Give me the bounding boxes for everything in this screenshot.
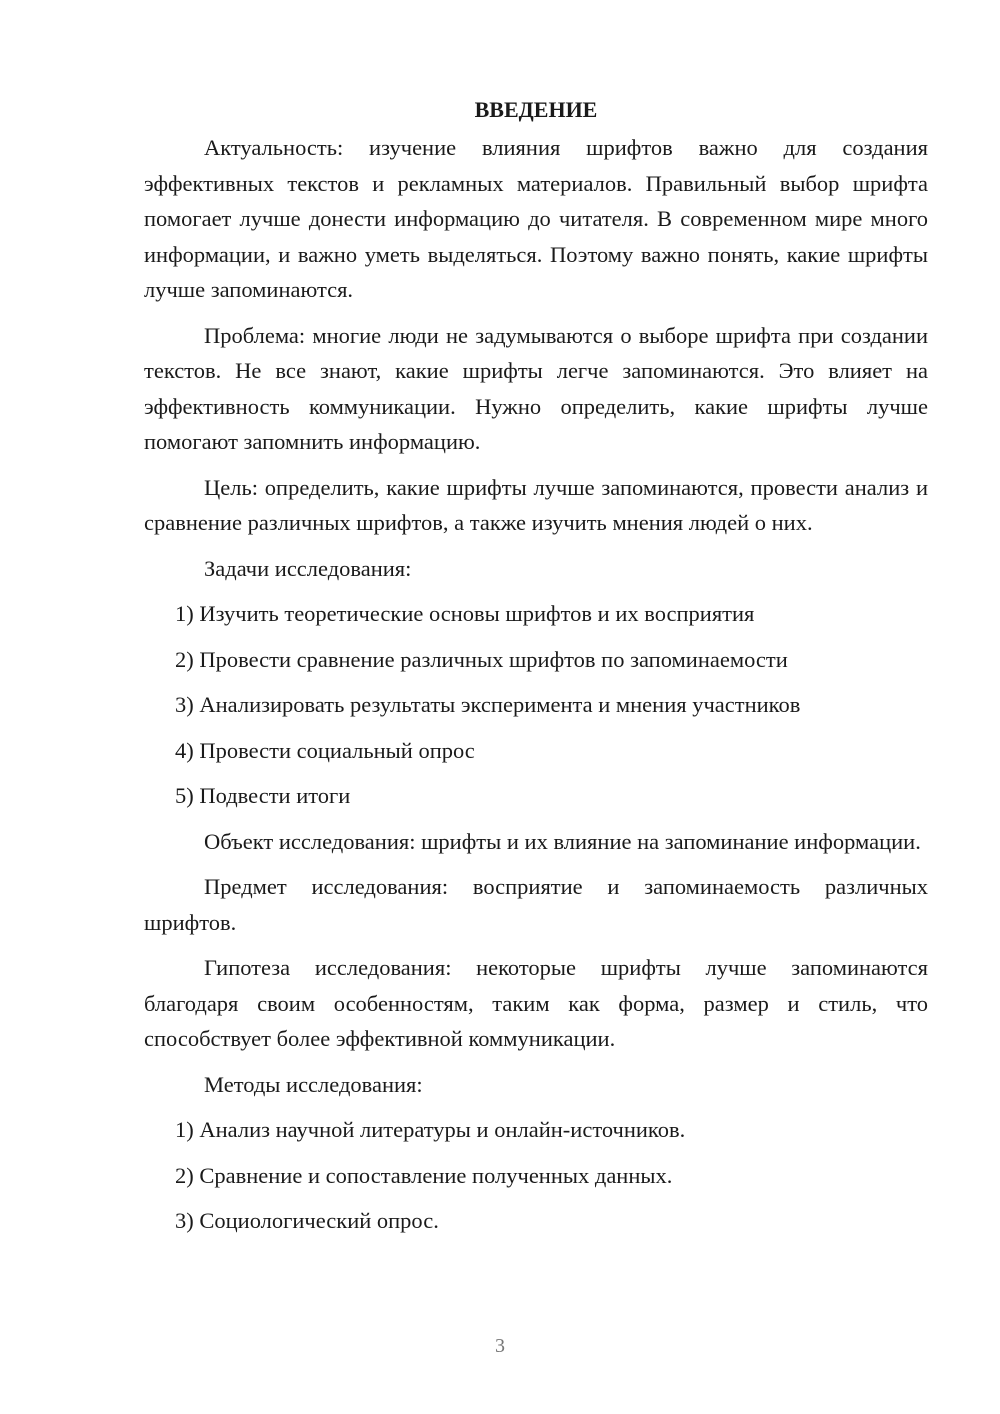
methods-list bbox=[144, 1112, 928, 1239]
page-number: 3 bbox=[495, 1335, 505, 1357]
task-item: 4) Провести социальный опрос bbox=[175, 737, 475, 763]
task-item: 3) Анализировать результаты эксперимента и мнения участников bbox=[175, 692, 801, 717]
task-item: 2) Провести сравнение различных шрифтов по запоминаемости bbox=[175, 646, 788, 672]
method-item: 1) Анализ научной литературы и онлайн-источников. bbox=[175, 1117, 686, 1142]
relevance-paragraph: Актуальность: изучение влияния шрифтов важно для создания эффективных текстов и рекламных материалов. Правильный выбор шрифта помогает лучше донести информацию до читателя. В современном мире много информации, и важно уметь выделяться. Поэтому важно понять, какие шрифты лучше запоминаются. bbox=[144, 135, 928, 302]
tasks-list bbox=[144, 596, 928, 814]
method-item: 2) Сравнение и сопоставление полученных данных. bbox=[175, 1162, 673, 1188]
hypothesis-paragraph: Гипотеза исследования: некоторые шрифты лучше запоминаются благодаря своим особенностям, таким как форма, размер и стиль, что способствует более эффективной коммуникации. bbox=[144, 955, 928, 1051]
task-item: 5) Подвести итоги bbox=[175, 783, 351, 808]
problem-paragraph: Проблема: многие люди не задумываются о выборе шрифта при создании текстов. Не все знают, какие шрифты легче запоминаются. Это влияет на эффективность коммуникации. Нужно определить, какие шрифты лучше помогают запомнить информацию. bbox=[144, 322, 928, 454]
methods-heading: Методы исследования: bbox=[204, 1071, 423, 1097]
section-title: ВВЕДЕНИЕ bbox=[474, 97, 598, 122]
goal-paragraph: Цель: определить, какие шрифты лучше запоминаются, провести анализ и сравнение различных шрифтов, а также изучить мнения людей о них. bbox=[144, 474, 928, 535]
object-paragraph: Объект исследования: шрифты и их влияние на запоминание информации. bbox=[204, 828, 921, 854]
method-item: 3) Социологический опрос. bbox=[175, 1208, 439, 1233]
task-item: 1) Изучить теоретические основы шрифтов и их восприятия bbox=[175, 601, 755, 626]
tasks-heading: Задачи исследования: bbox=[204, 555, 412, 581]
page-content bbox=[144, 92, 928, 1249]
subject-paragraph: Предмет исследования: восприятие и запоминаемость различных шрифтов. bbox=[144, 874, 928, 935]
